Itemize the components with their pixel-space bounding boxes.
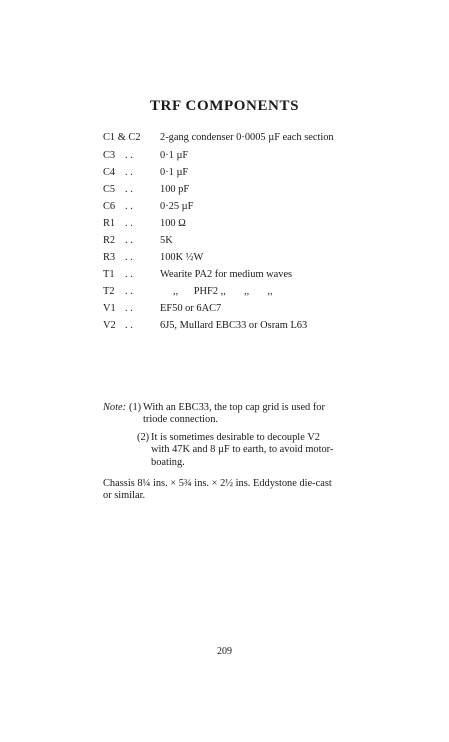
page-number: 209 — [217, 646, 232, 657]
component-row — [103, 234, 339, 248]
note-number: (2) — [137, 431, 150, 443]
component-row — [103, 200, 339, 214]
leader-dots: . . — [125, 252, 133, 263]
note-item — [103, 432, 335, 469]
component-row — [103, 131, 339, 145]
note-item — [103, 402, 335, 427]
component-label: R1 — [103, 218, 116, 229]
notes-section — [103, 402, 335, 469]
component-description: EF50 or 6AC7 — [160, 303, 222, 314]
component-row — [103, 183, 339, 197]
component-row — [103, 251, 339, 265]
component-description: 0·25 µF — [160, 201, 194, 212]
component-row — [103, 319, 339, 333]
component-description: 100K ½W — [160, 252, 204, 263]
component-label: T2 — [103, 286, 115, 297]
component-description: 6J5, Mullard EBC33 or Osram L63 — [160, 320, 308, 331]
leader-dots: . . — [125, 235, 133, 246]
component-label: R2 — [103, 235, 116, 246]
leader-dots: . . — [125, 218, 133, 229]
note-label: Note: — [103, 402, 127, 413]
leader-dots: . . — [125, 167, 133, 178]
component-label: C4 — [103, 167, 116, 178]
leader-dots: . . — [125, 286, 133, 297]
chassis-note: Chassis 8¼ ins. × 5¾ ins. × 2½ ins. Eddystone die-cast or similar. — [103, 478, 332, 502]
leader-dots: . . — [125, 184, 133, 195]
component-description: 100 pF — [160, 184, 190, 195]
note-text: It is sometimes desirable to decouple V2 with 47K and 8 µF to earth, to avoid motor-boating. — [151, 431, 334, 468]
component-label: V1 — [103, 303, 116, 314]
note-text: With an EBC33, the top cap grid is used for triode connection. — [143, 402, 325, 426]
leader-dots: . . — [125, 201, 133, 212]
component-description: 100 Ω — [160, 218, 186, 229]
component-label: R3 — [103, 252, 116, 263]
page-title: TRF COMPONENTS — [149, 98, 300, 114]
component-description: 2-gang condenser 0·0005 µF each section — [160, 132, 334, 143]
component-label: C6 — [103, 201, 116, 212]
component-description: Wearite PA2 for medium waves — [160, 269, 293, 280]
component-label: C3 — [103, 150, 116, 161]
component-description: 0·1 µF — [160, 150, 189, 161]
component-row — [103, 217, 339, 231]
component-description: 0·1 µF — [160, 167, 189, 178]
component-label: V2 — [103, 320, 116, 331]
component-label: T1 — [103, 269, 115, 280]
component-description: ,, PHF2 ,, ,, ,, — [160, 286, 273, 297]
leader-dots: . . — [125, 320, 133, 331]
component-label: C1 & C2 — [103, 132, 141, 143]
note-number: (1) — [129, 402, 142, 413]
leader-dots: . . — [125, 150, 133, 161]
leader-dots: . . — [125, 269, 133, 280]
components-list — [103, 131, 339, 333]
leader-dots: . . — [125, 303, 133, 314]
component-row — [103, 302, 339, 316]
component-row — [103, 268, 339, 282]
component-row — [103, 285, 339, 299]
component-row — [103, 166, 339, 180]
component-description: 5K — [160, 235, 173, 246]
component-row — [103, 149, 339, 163]
component-label: C5 — [103, 184, 116, 195]
